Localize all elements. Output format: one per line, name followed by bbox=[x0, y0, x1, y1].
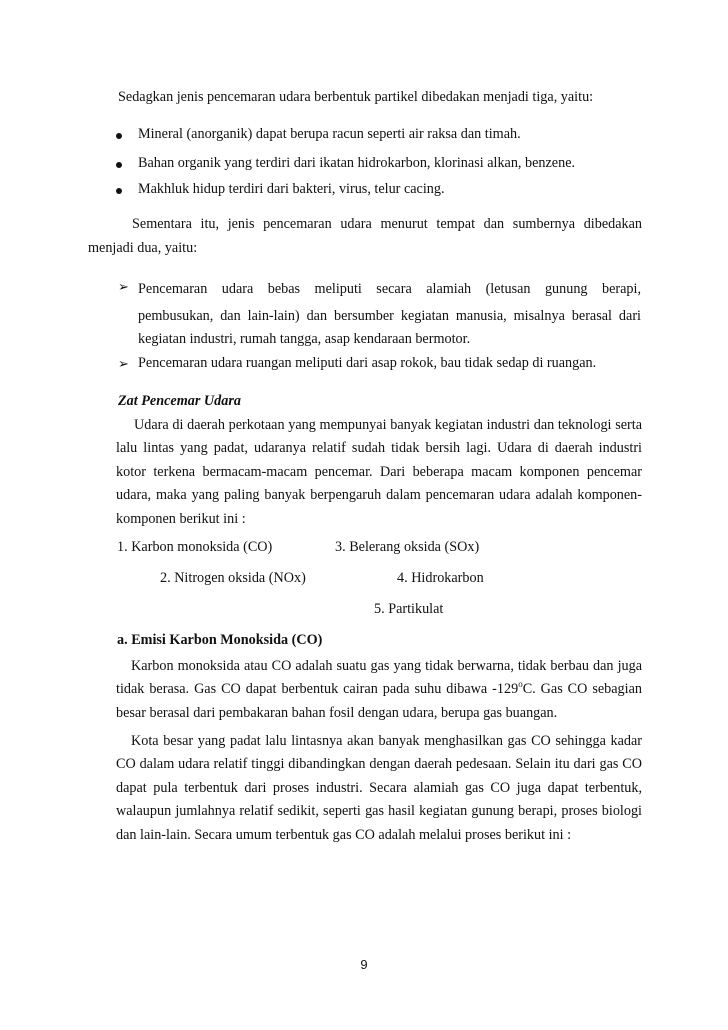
subsection-heading: a. Emisi Karbon Monoksida (CO) bbox=[117, 632, 323, 648]
arrow-bullet-icon: ➢ bbox=[118, 280, 129, 295]
component-item: 5. Partikulat bbox=[374, 601, 444, 617]
component-item: 1. Karbon monoksida (CO) bbox=[117, 539, 273, 555]
page-number: 9 bbox=[360, 957, 368, 972]
degree-superscript: o bbox=[518, 679, 523, 690]
co-paragraph-2: Kota besar yang padat lalu lintasnya akan banyak menghasilkan gas CO sehingga kadar CO dalam udara relatif tinggi dibandingkan dengan daerah pedesaan. Selain itu dari gas CO dapat pula terbentuk dari proses industri. Secara alamiah gas CO juga dapat terbentuk, walaupun jumlahnya relatif sedikit, seperti gas hasil kegiatan gunung berapi, proses biologi dan lain-lain. Secara umum terbentuk gas CO adalah melalui proses berikut ini : bbox=[116, 733, 642, 843]
component-item: 2. Nitrogen oksida (NOx) bbox=[160, 570, 306, 586]
component-item: 3. Belerang oksida (SOx) bbox=[335, 539, 480, 555]
co-paragraph-1-text-a: Karbon monoksida atau CO adalah suatu gas yang tidak berwarna, tidak berbau dan juga tidak berasa. Gas CO dapat berbentuk cairan pada suhu dibawa -129 bbox=[116, 658, 642, 698]
source-type-item1-line3: kegiatan industri, rumah tangga, asap kendaraan bermotor. bbox=[138, 331, 471, 347]
co-paragraph-1 bbox=[116, 655, 642, 725]
source-type-item2: Pencemaran udara ruangan meliputi dari asap rokok, bau tidak sedap di ruangan. bbox=[138, 355, 597, 371]
intro-sources-line1: Sementara itu, jenis pencemaran udara menurut tempat dan sumbernya dibedakan bbox=[132, 216, 642, 232]
bullet-icon bbox=[116, 162, 122, 168]
intro-sources-line2: menjadi dua, yaitu: bbox=[88, 240, 198, 256]
particle-type-item: Makhluk hidup terdiri dari bakteri, virus, telur cacing. bbox=[138, 181, 445, 197]
component-item: 4. Hidrokarbon bbox=[397, 570, 484, 586]
section-paragraph: Udara di daerah perkotaan yang mempunyai banyak kegiatan industri dan teknologi serta lalu lintas yang padat, udaranya relatif sudah tidak bersih lagi. Udara di daerah industri kotor terkena bermacam-macam pencemar. Dari beberapa macam komponen pencemar udara, maka yang paling banyak berpengaruh dalam pencemaran udara adalah komponen-komponen berikut ini : bbox=[116, 417, 642, 527]
particle-type-item: Mineral (anorganik) dapat berupa racun seperti air raksa dan timah. bbox=[138, 126, 521, 142]
source-type-item1-line2: pembusukan, dan lain-lain) dan bersumber kegiatan manusia, misalnya berasal dari bbox=[138, 308, 641, 324]
bullet-icon bbox=[116, 188, 122, 194]
section-heading: Zat Pencemar Udara bbox=[118, 393, 241, 409]
co-paragraph-1-text-b: C. Gas CO sebagian besar berasal dari pembakaran bahan fosil dengan udara, berupa gas buangan. bbox=[116, 681, 642, 721]
source-type-item1-line1: Pencemaran udara bebas meliputi secara alamiah (letusan gunung berapi, bbox=[138, 281, 641, 297]
particle-type-item: Bahan organik yang terdiri dari ikatan hidrokarbon, klorinasi alkan, benzene. bbox=[138, 155, 576, 171]
arrow-bullet-icon: ➢ bbox=[118, 357, 129, 372]
bullet-icon bbox=[116, 133, 122, 139]
intro-particles-text: Sedagkan jenis pencemaran udara berbentuk partikel dibedakan menjadi tiga, yaitu: bbox=[118, 89, 594, 105]
